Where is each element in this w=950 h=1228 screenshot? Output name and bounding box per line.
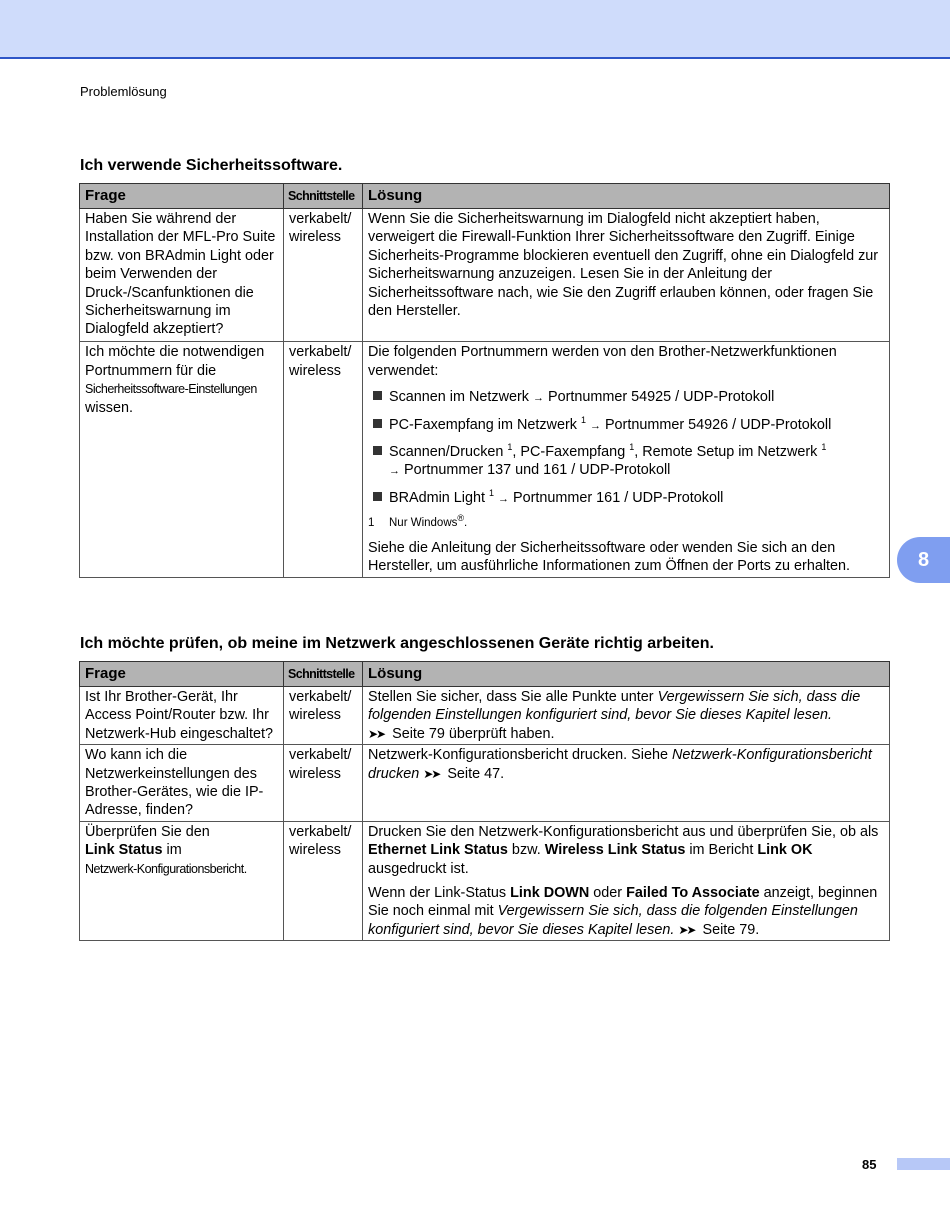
list-item: Scannen im Netzwerk → Portnummer 54925 / UDP-Protokoll — [373, 388, 884, 407]
header-schnittstelle: Schnittstelle — [284, 662, 363, 687]
question-cell: Ich möchte die notwendigen Portnummern für die Sicherheitssoftware-Einstellungen wissen. — [80, 342, 284, 577]
table-header-row — [80, 184, 890, 209]
table-row — [80, 209, 890, 342]
bullet-square-icon — [373, 391, 382, 400]
double-chevron-icon: ➤➤ — [368, 726, 385, 741]
network-table — [79, 661, 890, 941]
table-row — [80, 687, 890, 745]
list-item: Scannen/Drucken $^1$, PC-Faxempfang $^1$, Remote Setup im Netzwerk $^1$ → Portnummer 137 und 161 / UDP-Protokoll — [373, 443, 884, 481]
interface-cell: verkabelt/ wireless — [284, 209, 363, 342]
table-row — [80, 342, 890, 577]
solution-cell — [363, 342, 890, 577]
bullet-square-icon — [373, 446, 382, 455]
header-frage: Frage — [80, 184, 284, 209]
question-cell: Haben Sie während der Installation der MFL-Pro Suite bzw. von BRAdmin Light oder beim Verwenden der Druck-/Scanfunktionen die Sicherheitswarnung im Dialogfeld akzeptiert? — [80, 209, 284, 342]
link-status-paragraph: Drucken Sie den Netzwerk-Konfigurationsbericht aus und überprüfen Sie, ob als Ethernet Link Status bzw. Wireless Link Status im Bericht Link OK ausgedruckt ist. — [368, 823, 879, 877]
question-cell: Ist Ihr Brother-Gerät, Ihr Access Point/Router bzw. Ihr Netzwerk-Hub eingeschaltet? — [80, 687, 284, 745]
bullet-square-icon — [373, 492, 382, 501]
table-header-row — [80, 662, 890, 687]
footnote: 1 Nur Windows®. — [368, 513, 468, 530]
solution-cell: Stellen Sie sicher, dass Sie alle Punkte unter Vergewissern Sie sich, dass die folgenden Einstellungen konfiguriert sind, bevor Sie dieses Kapitel lesen. ➤➤ Seite 79 überprüft haben. — [363, 687, 890, 745]
ports-intro: Die folgenden Portnummern werden von den Brother-Netzwerkfunktionen verwendet: — [368, 344, 837, 379]
question-cell: Überprüfen Sie den Link Status im Netzwerk-Konfigurationsbericht. — [80, 821, 284, 940]
table-row — [80, 821, 890, 940]
running-head: Problemlösung — [80, 84, 167, 99]
question-cell: Wo kann ich die Netzwerkeinstellungen des Brother-Gerätes, wie die IP-Adresse, finden? — [80, 745, 284, 822]
solution-cell: Wenn Sie die Sicherheitswarnung im Dialogfeld nicht akzeptiert haben, verweigert die Firewall-Funktion Ihrer Sicherheitssoftware den Zugriff. Einige Sicherheits-Programme blockieren eventuell den Zugriff, ohne ein Dialogfeld zur Sicherheitswarnung anzuzeigen. Lesen Sie in der Anleitung der Sicherheitssoftware nach, wie Sie den Zugriff erlauben können, oder fragen Sie den Hersteller. — [363, 209, 890, 342]
chapter-tab: 8 — [897, 537, 950, 583]
interface-cell: verkabelt/ wireless — [284, 821, 363, 940]
solution-cell: Netzwerk-Konfigurationsbericht drucken. Siehe Netzwerk-Konfigurationsbericht drucken ➤➤ Seite 47. — [363, 745, 890, 822]
ports-outro: Siehe die Anleitung der Sicherheitssoftware oder wenden Sie sich an den Hersteller, um ausführliche Informationen zum Öffnen der Ports zu erhalten. — [368, 539, 851, 575]
section-title-network: Ich möchte prüfen, ob meine im Netzwerk angeschlossenen Geräte richtig arbeiten. — [80, 635, 714, 652]
double-chevron-icon: ➤➤ — [423, 766, 440, 781]
header-loesung: Lösung — [363, 184, 890, 209]
section-title-security: Ich verwende Sicherheitssoftware. — [80, 157, 343, 174]
header-loesung: Lösung — [363, 662, 890, 687]
page-number: 85 — [862, 1157, 877, 1172]
link-down-paragraph: Wenn der Link-Status Link DOWN oder Failed To Associate anzeigt, beginnen Sie noch einmal mit Vergewissern Sie sich, dass die folgenden Einstellungen konfiguriert sind, bevor Sie dieses Kapitel lesen. ➤➤ Seite 79. — [368, 885, 878, 938]
list-item: PC-Faxempfang im Netzwerk $^1$ → Portnummer 54926 / UDP-Protokoll — [373, 416, 884, 435]
header-band — [0, 0, 950, 59]
page-number-bar — [897, 1158, 950, 1170]
header-frage: Frage — [80, 662, 284, 687]
security-table — [79, 183, 890, 578]
bullet-square-icon — [373, 419, 382, 428]
interface-cell: verkabelt/ wireless — [284, 745, 363, 822]
list-item: BRAdmin Light $^1$ → Portnummer 161 / UDP-Protokoll — [373, 489, 884, 508]
interface-cell: verkabelt/ wireless — [284, 342, 363, 577]
interface-cell: verkabelt/ wireless — [284, 687, 363, 745]
double-chevron-icon: ➤➤ — [678, 922, 695, 937]
solution-cell — [363, 821, 890, 940]
table-row — [80, 745, 890, 822]
header-schnittstelle: Schnittstelle — [284, 184, 363, 209]
